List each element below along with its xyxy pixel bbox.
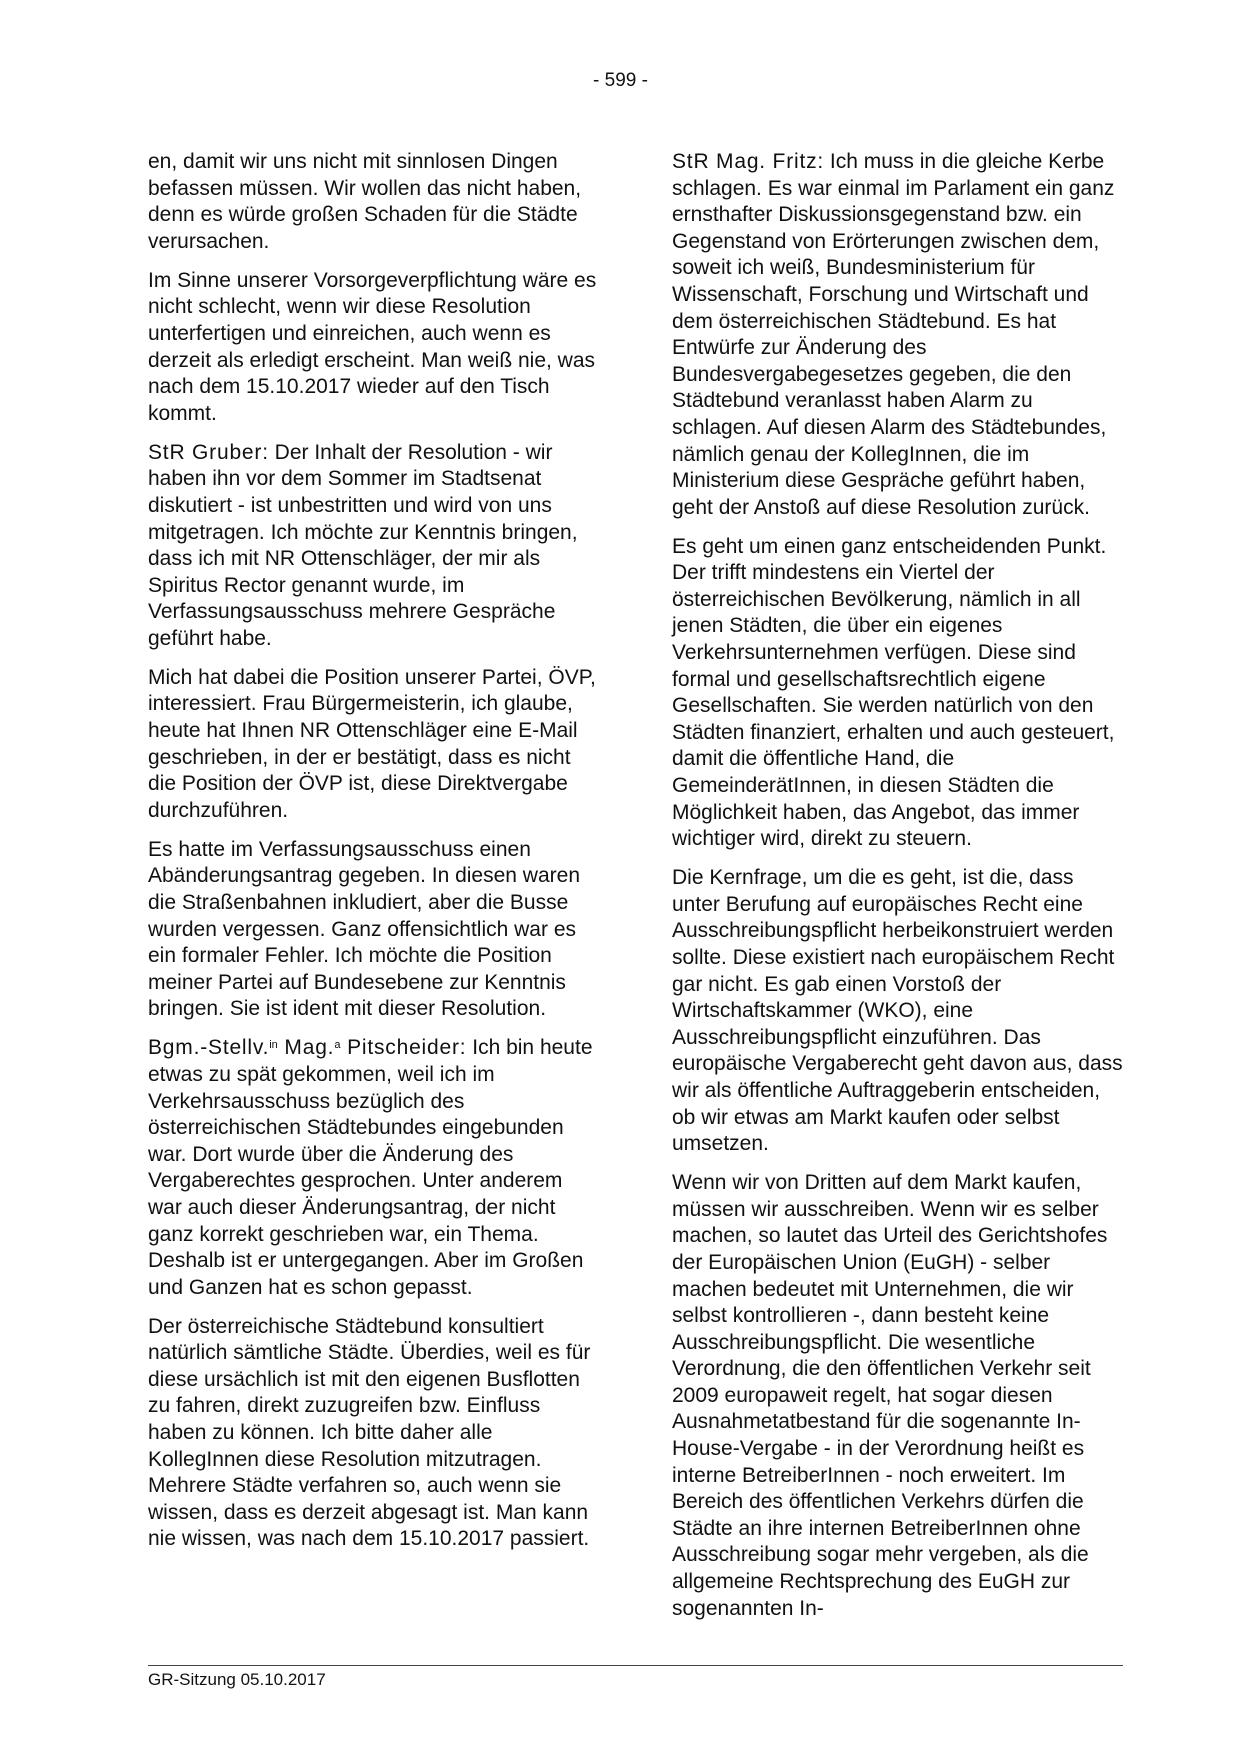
right-column xyxy=(672,149,1123,1635)
left-column xyxy=(148,149,599,1565)
paragraph: Mich hat dabei die Position unserer Partei, ÖVP, interessiert. Frau Bürgermeisterin, ich glaube, heute hat Ihnen NR Ottenschläger eine E-Mail geschrieben, in der er bestätigt, dass es nicht die Position der ÖVP ist, diese Direktvergabe durchzuführen. xyxy=(148,665,596,822)
paragraph: en, damit wir uns nicht mit sinnlosen Dingen befassen müssen. Wir wollen das nicht haben, denn es würde großen Schaden für die Städte verursachen. xyxy=(148,150,582,253)
paragraph: Bgm.-Stellv.$^{in}$ Mag.$^a$ Pitscheider: Ich bin heute etwas zu spät gekommen, weil ich im Verkehrsausschuss bezüglich des österreichischen Städtebundes eingebunden war. Dort wurde über die Änderung des Vergaberechtes gesprochen. Unter anderem war auch dieser Änderungsantrag, der nicht ganz korrekt geschrieben war, ein Thema. Deshalb ist er untergegangen. Aber im Großen und Ganzen hat es schon gepasst. xyxy=(148,1036,593,1299)
speaker-name: StR Gruber: xyxy=(148,440,269,464)
paragraph: Es hatte im Verfassungsausschuss einen Abänderungsantrag gegeben. In diesen waren die Straßenbahnen inkludiert, aber die Busse wurden vergessen. Ganz offensichtlich war es ein formaler Fehler. Ich möchte die Position meiner Partei auf Bundesebene zur Kenntnis bringen. Sie ist ident mit dieser Resolution. xyxy=(148,837,580,1021)
paragraph: StR Mag. Fritz: Ich muss in die gleiche Kerbe schlagen. Es war einmal im Parlament ein ganz ernsthafter Diskussionsgegenstand bzw. ein Gegenstand von Erörterungen zwischen dem, soweit ich weiß, Bundesministerium für Wissenschaft, Forschung und Wirtschaft und dem österreichischen Städtebund. Es hat Entwürfe zur Änderung des Bundesvergabegesetzes gegeben, die den Städtebund veranlasst haben Alarm zu schlagen. Auf diesen Alarm des Städtebundes, nämlich genau der KollegInnen, die im Ministerium diese Gespräche geführt haben, geht der Anstoß auf diese Resolution zurück. xyxy=(672,150,1115,519)
page-number: - 599 - xyxy=(593,70,648,91)
footer-divider xyxy=(148,1665,1123,1666)
paragraph: Im Sinne unserer Vorsorgeverpflichtung wäre es nicht schlecht, wenn wir diese Resolution unterfertigen und einreichen, auch wenn es derzeit als erledigt erscheint. Man weiß nie, was nach dem 15.10.2017 wieder auf den Tisch kommt. xyxy=(148,268,597,425)
paragraph: Es geht um einen ganz entscheidenden Punkt. Der trifft mindestens ein Viertel der österreichischen Bevölkerung, nämlich in all jenen Städten, die über ein eigenes Verkehrsunternehmen verfügen. Diese sind formal und gesellschaftsrechtlich eigene Gesellschaften. Sie werden natürlich von den Städten finanziert, erhalten und auch gesteuert, damit die öffentliche Hand, die GemeinderätInnen, in diesen Städten die Möglichkeit haben, das Angebot, das immer wichtiger wird, direkt zu steuern. xyxy=(672,534,1115,851)
speaker-name: Bgm.-Stellv.$^{in}$ Mag.$^a$ Pitscheider: xyxy=(148,1036,467,1060)
speaker-name: StR Mag. Fritz: xyxy=(672,150,825,173)
paragraph: Wenn wir von Dritten auf dem Markt kaufen, müssen wir ausschreiben. Wenn wir es selber machen, so lautet das Urteil des Gerichtshofes der Europäischen Union (EuGH) - selber machen bedeutet mit Unternehmen, die wir selbst kontrollieren -, dann besteht keine Ausschreibungspflicht. Die wesentliche Verordnung, die den öffentlichen Verkehr seit 2009 europaweit regelt, hat sogar diesen Ausnahmetatbestand für die sogenannte In-House-Vergabe - in der Verordnung heißt es interne BetreiberInnen - noch erweitert. Im Bereich des öffentlichen Verkehrs dürfen die Städte an ihre internen BetreiberInnen ohne Ausschreibung sogar mehr vergeben, als die allgemeine Rechtsprechung des EuGH zur sogenannten In- xyxy=(672,1171,1108,1620)
paragraph: StR Gruber: Der Inhalt der Resolution - wir haben ihn vor dem Sommer im Stadtsenat diskutiert - ist unbestritten und wird von uns mitgetragen. Ich möchte zur Kenntnis bringen, dass ich mit NR Ottenschläger, der mir als Spiritus Rector genannt wurde, im Verfassungsausschuss mehrere Gespräche geführt habe. xyxy=(148,440,578,650)
paragraph: Die Kernfrage, um die es geht, ist die, dass unter Berufung auf europäisches Recht eine Ausschreibungspflicht herbeikonstruiert werden sollte. Diese existiert nach europäischem Recht gar nicht. Es gab einen Vorstoß der Wirtschaftskammer (WKO), eine Ausschreibungspflicht einzuführen. Das europäische Vergaberecht geht davon aus, dass wir als öffentliche Auftraggeberin entscheiden, ob wir etwas am Markt kaufen oder selbst umsetzen. xyxy=(672,866,1123,1156)
footer-session-label: GR-Sitzung 05.10.2017 xyxy=(148,1670,326,1689)
paragraph: Der österreichische Städtebund konsultiert natürlich sämtliche Städte. Überdies, weil es für diese ursächlich ist mit den eigenen Busflotten zu fahren, direkt zuzugreifen bzw. Einfluss haben zu können. Ich bitte daher alle KollegInnen diese Resolution mitzutragen. Mehrere Städte verfahren so, auch wenn sie wissen, dass es derzeit abgesagt ist. Man kann nie wissen, was nach dem 15.10.2017 passiert. xyxy=(148,1314,591,1551)
